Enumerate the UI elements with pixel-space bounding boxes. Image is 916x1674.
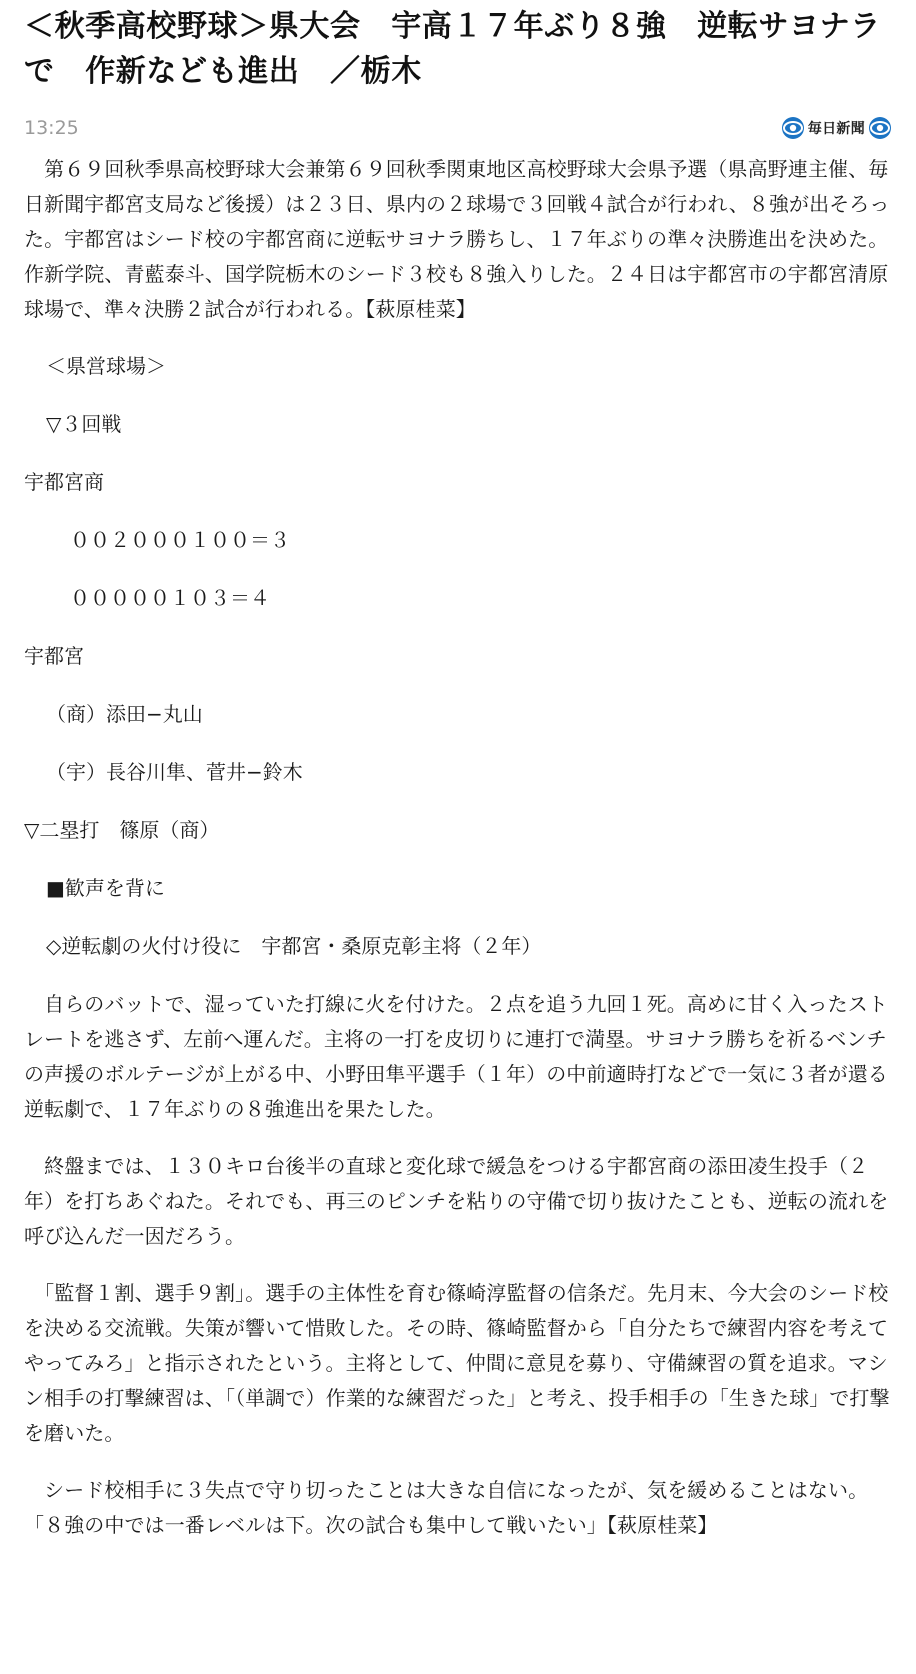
mainichi-logo-text: 毎日新聞 [807,121,865,137]
feature-title: ■歓声を背に [46,876,165,900]
round-heading: ▽３回戦 [46,412,122,436]
two-base-hit: ▽二塁打 篠原（商） [24,818,220,842]
battery-u: （宇）長谷川隼、菅井−鈴木 [46,760,303,784]
team-top: 宇都宮商 [24,470,104,494]
mainichi-logo-left-icon [781,116,805,140]
body-paragraph-2: 終盤までは、１３０キロ台後半の直球と変化球で緩急をつける宇都宮商の添田凌生投手（２年）を打ちあぐねた。それでも、再三のピンチを粘りの守備で切り抜けたことも、逆転の流れを呼び込んだ一因だろう。 [24,1154,889,1248]
article-body [24,152,892,1543]
mainichi-logo-right-icon [868,116,892,140]
body-paragraph-1: 自らのバットで、湿っていた打線に火を付けた。２点を追う九回１死。高めに甘く入ったストレートを逃さず、左前へ運んだ。主将の一打を皮切りに連打で満塁。サヨナラ勝ちを祈るベンチの声援のボルテージが上がる中、小野田隼平選手（１年）の中前適時打などで一気に３者が還る逆転劇で、１７年ぶりの８強進出を果たした。 [24,992,888,1121]
article-meta [24,110,892,146]
score-bottom: ０００００１０３＝４ [70,586,270,610]
battery-shou: （商）添田−丸山 [46,702,203,726]
team-bottom: 宇都宮 [24,644,84,668]
article-headline: ＜秋季高校野球＞県大会 宇高１７年ぶり８強 逆転サヨナラで 作新なども進出 ／栃木 [24,9,881,89]
body-paragraph-3: 「監督１割、選手９割」。選手の主体性を育む篠崎淳監督の信条だ。先月末、今大会のシード校を決める交流戦。失策が響いて惜敗した。その時、篠崎監督から「自分たちで練習内容を考えてやってみろ」と指示されたという。主将として、仲間に意見を募り、守備練習の質を追求。マシン相手の打撃練習は、「（単調で）作業的な練習だった」と考え、投手相手の「生きた球」で打撃を磨いた。 [24,1281,890,1445]
feature-subtitle: ◇逆転劇の火付け役に 宇都宮・桑原克彰主将（２年） [46,934,542,958]
timestamp: 13:25 [24,117,79,139]
venue-heading: ＜県営球場＞ [46,354,166,378]
score-top: ００２０００１００＝３ [70,528,290,552]
mainichi-logo[interactable] [781,116,892,140]
body-paragraph-4: シード校相手に３失点で守り切ったことは大きな自信になったが、気を緩めることはない。「８強の中では一番レベルは下。次の試合も集中して戦いたい」【萩原桂菜】 [24,1478,869,1537]
lead-paragraph: 第６９回秋季県高校野球大会兼第６９回秋季関東地区高校野球大会県予選（県高野連主催、毎日新聞宇都宮支局など後援）は２３日、県内の２球場で３回戦４試合が行われ、８強が出そろった。宇都宮はシード校の宇都宮商に逆転サヨナラ勝ちし、１７年ぶりの準々決勝進出を決めた。作新学院、青藍泰斗、国学院栃木のシード３校も８強入りした。２４日は宇都宮市の宇都宮清原球場で、準々決勝２試合が行われる。【萩原桂菜】 [24,157,890,321]
